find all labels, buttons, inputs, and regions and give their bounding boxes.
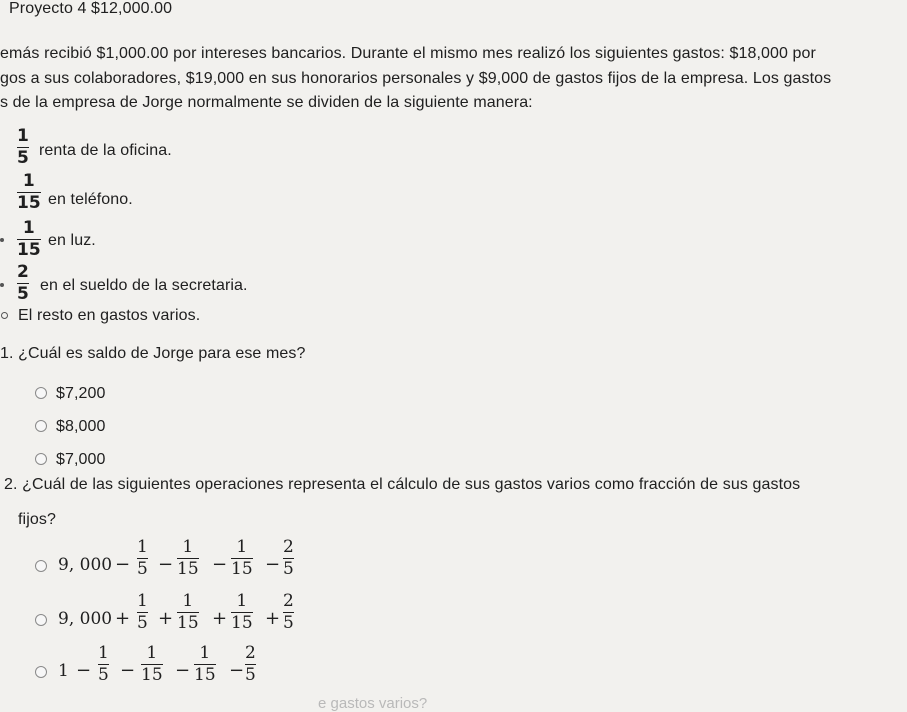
page-title: Proyecto 4 $12,000.00 — [9, 0, 173, 17]
option-lead-value: 9, 000 — [58, 555, 113, 575]
expense-label: renta de la oficina. — [39, 142, 172, 159]
fraction-numerator: 1 — [22, 218, 35, 238]
operator-minus: − — [175, 660, 191, 681]
radio-button[interactable] — [35, 453, 47, 465]
fraction: 2 5 — [283, 537, 294, 579]
fraction-two-fifths — [17, 263, 29, 304]
radio-button[interactable] — [35, 387, 47, 399]
expense-label: en luz. — [48, 232, 96, 249]
fraction-denominator: 5 — [17, 284, 29, 304]
fraction: 1 15 — [177, 591, 199, 633]
fraction: 1 5 — [98, 643, 109, 685]
fraction: 1 15 — [194, 643, 216, 685]
option-label: $7,200 — [56, 385, 106, 402]
radio-button[interactable] — [35, 614, 47, 626]
bullet-icon — [0, 238, 4, 242]
option-lead-value: 9, 000 — [58, 609, 113, 629]
fraction: 1 15 — [231, 537, 253, 579]
question-2-text-line-2: fijos? — [18, 511, 56, 528]
fraction: 2 5 — [283, 591, 294, 633]
radio-button[interactable] — [35, 666, 47, 678]
fraction-denominator: 15 — [17, 240, 41, 260]
option-lead-value: 1 — [58, 661, 69, 681]
operator-minus: − — [265, 554, 281, 575]
operator-minus: − — [115, 554, 131, 575]
fraction-numerator: 1 — [22, 171, 35, 191]
radio-button[interactable] — [35, 420, 47, 432]
operator-minus: − — [120, 660, 136, 681]
option-label: $7,000 — [56, 451, 106, 468]
operator-plus: + — [158, 608, 174, 629]
fraction-numerator: 1 — [17, 126, 29, 146]
fraction: 1 15 — [231, 591, 253, 633]
question-1-text: 1. ¿Cuál es saldo de Jorge para ese mes? — [0, 345, 306, 362]
fraction: 1 15 — [141, 643, 163, 685]
fraction-denominator: 15 — [17, 193, 41, 213]
bullet-icon — [0, 283, 4, 287]
fraction: 1 5 — [137, 591, 148, 633]
fraction-denominator: 5 — [17, 148, 29, 168]
fraction: 2 5 — [245, 643, 256, 685]
operator-plus: + — [212, 608, 228, 629]
intro-line-3: s de la empresa de Jorge normalmente se dividen de la siguiente manera: — [0, 94, 533, 111]
footer-partial-text: e gastos varios? — [318, 695, 428, 712]
fraction: 1 5 — [137, 537, 148, 579]
operator-minus: − — [76, 660, 92, 681]
radio-button[interactable] — [35, 560, 47, 572]
operator-minus: − — [158, 554, 174, 575]
fraction: 1 15 — [177, 537, 199, 579]
operator-minus: − — [229, 660, 245, 681]
operator-minus: − — [212, 554, 228, 575]
fraction-one-fifth — [17, 127, 29, 168]
intro-line-2: gos a sus colaboradores, $19,000 en sus honorarios personales y $9,000 de gastos fijos de la empresa. Los gastos — [0, 70, 832, 87]
expense-label: en el sueldo de la secretaria. — [40, 277, 248, 294]
expense-label: El resto en gastos varios. — [18, 307, 201, 324]
expense-label: en teléfono. — [48, 191, 133, 208]
bullet-icon — [1, 312, 8, 319]
fraction-one-fifteenth — [17, 172, 41, 213]
operator-plus: + — [265, 608, 281, 629]
operator-plus: + — [115, 608, 131, 629]
question-2-text-line-1: 2. ¿Cuál de las siguientes operaciones representa el cálculo de sus gastos varios como fracción de sus gastos — [4, 476, 801, 493]
intro-line-1: emás recibió $1,000.00 por intereses bancarios. Durante el mismo mes realizó los siguientes gastos: $18,000 por — [0, 45, 816, 62]
fraction-one-fifteenth — [17, 219, 41, 260]
option-label: $8,000 — [56, 418, 106, 435]
fraction-numerator: 2 — [17, 262, 29, 282]
